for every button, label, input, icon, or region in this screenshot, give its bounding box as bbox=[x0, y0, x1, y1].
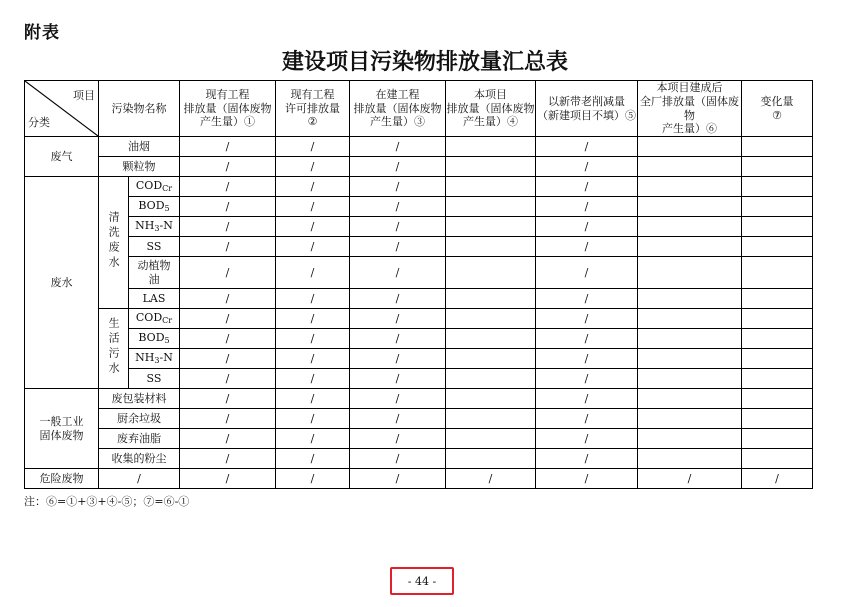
appendix-label: 附表 bbox=[24, 23, 60, 43]
table-row: 废气 油烟 / / / / bbox=[25, 137, 813, 157]
category-hazardous-waste: 危险废物 bbox=[25, 469, 99, 489]
table-row: SS / / / / bbox=[25, 237, 813, 257]
table-row: $BOD_5$ / / / / bbox=[25, 197, 813, 217]
corner-category-label: 分类 bbox=[28, 115, 50, 129]
table-row: 废水 清洗废水 $COD_{Cr}$ / / / / bbox=[25, 177, 813, 197]
existing-emission-header: 现有工程 排放量（固体废物 产生量）① bbox=[180, 81, 276, 137]
reduction-header: 以新带老削减量 （新建项目不填）⑤ bbox=[536, 81, 638, 137]
table-row: $BOD_5$ / / / / bbox=[25, 329, 813, 349]
category-waste-gas: 废气 bbox=[25, 137, 99, 177]
table-row: 废弃油脂 / / / / bbox=[25, 429, 813, 449]
this-project-header: 本项目 排放量（固体废物 产生量）④ bbox=[446, 81, 536, 137]
subgroup-domestic-sewage: 生活污水 bbox=[99, 309, 129, 389]
pollutant-oil-fume: 油烟 bbox=[99, 137, 180, 157]
under-construction-header: 在建工程 排放量（固体废物 产生量）③ bbox=[350, 81, 446, 137]
corner-item-label: 项目 bbox=[73, 89, 95, 102]
pollutant-kitchen-waste: 厨余垃圾 bbox=[99, 409, 180, 429]
pollutant-cod: $COD_{Cr}$ bbox=[129, 309, 180, 329]
pollutant-nh3n: $NH_3-N$ bbox=[129, 217, 180, 237]
pollutant-animal-veg-oil: 动植物 油 bbox=[129, 257, 180, 289]
existing-permit-header: 现有工程 许可排放量 ② bbox=[276, 81, 350, 137]
pollutant-nh3n: $NH_3-N$ bbox=[129, 349, 180, 369]
pollutant-cod: $COD_{Cr}$ bbox=[129, 177, 180, 197]
corner-header-cell bbox=[25, 81, 99, 137]
header-row bbox=[25, 81, 813, 137]
table-row: LAS / / / / bbox=[25, 289, 813, 309]
table-row: 颗粒物 / / / / bbox=[25, 157, 813, 177]
change-header: 变化量 ⑦ bbox=[742, 81, 813, 137]
category-waste-water: 废水 bbox=[25, 177, 99, 389]
formula-note: 注：⑥=①+③+④-⑤；⑦=⑥-① bbox=[24, 495, 190, 508]
pollutant-particulate: 颗粒物 bbox=[99, 157, 180, 177]
pollutant-summary-table bbox=[24, 80, 813, 489]
table-row: SS / / / / bbox=[25, 369, 813, 389]
pollutant-bod: $BOD_5$ bbox=[129, 329, 180, 349]
table-row: 危险废物 / / / / / / / / bbox=[25, 469, 813, 489]
page-number: - 44 - bbox=[390, 567, 454, 595]
category-general-solid-waste: 一般工业 固体废物 bbox=[25, 389, 99, 469]
table-row: 收集的粉尘 / / / / bbox=[25, 449, 813, 469]
pollutant-ss: SS bbox=[129, 369, 180, 389]
pollutant-name-header: 污染物名称 bbox=[99, 81, 180, 137]
table-row: 厨余垃圾 / / / / bbox=[25, 409, 813, 429]
pollutant-waste-grease: 废弃油脂 bbox=[99, 429, 180, 449]
pollutant-waste-packaging: 废包装材料 bbox=[99, 389, 180, 409]
table-row: $NH_3-N$ / / / / bbox=[25, 349, 813, 369]
pollutant-bod: $BOD_5$ bbox=[129, 197, 180, 217]
table-row: $NH_3-N$ / / / / bbox=[25, 217, 813, 237]
table-row: 一般工业 固体废物 废包装材料 / / / / bbox=[25, 389, 813, 409]
pollutant-collected-dust: 收集的粉尘 bbox=[99, 449, 180, 469]
after-completion-header: 本项目建成后 全厂排放量（固体废物 产生量）⑥ bbox=[638, 81, 742, 137]
table-title: 建设项目污染物排放量汇总表 bbox=[281, 50, 568, 75]
pollutant-las: LAS bbox=[129, 289, 180, 309]
subgroup-cleaning-water: 清洗废水 bbox=[99, 177, 129, 309]
pollutant-ss: SS bbox=[129, 237, 180, 257]
table-row: 动植物 油 / / / / bbox=[25, 257, 813, 289]
table-row: 生活污水 $COD_{Cr}$ / / / / bbox=[25, 309, 813, 329]
